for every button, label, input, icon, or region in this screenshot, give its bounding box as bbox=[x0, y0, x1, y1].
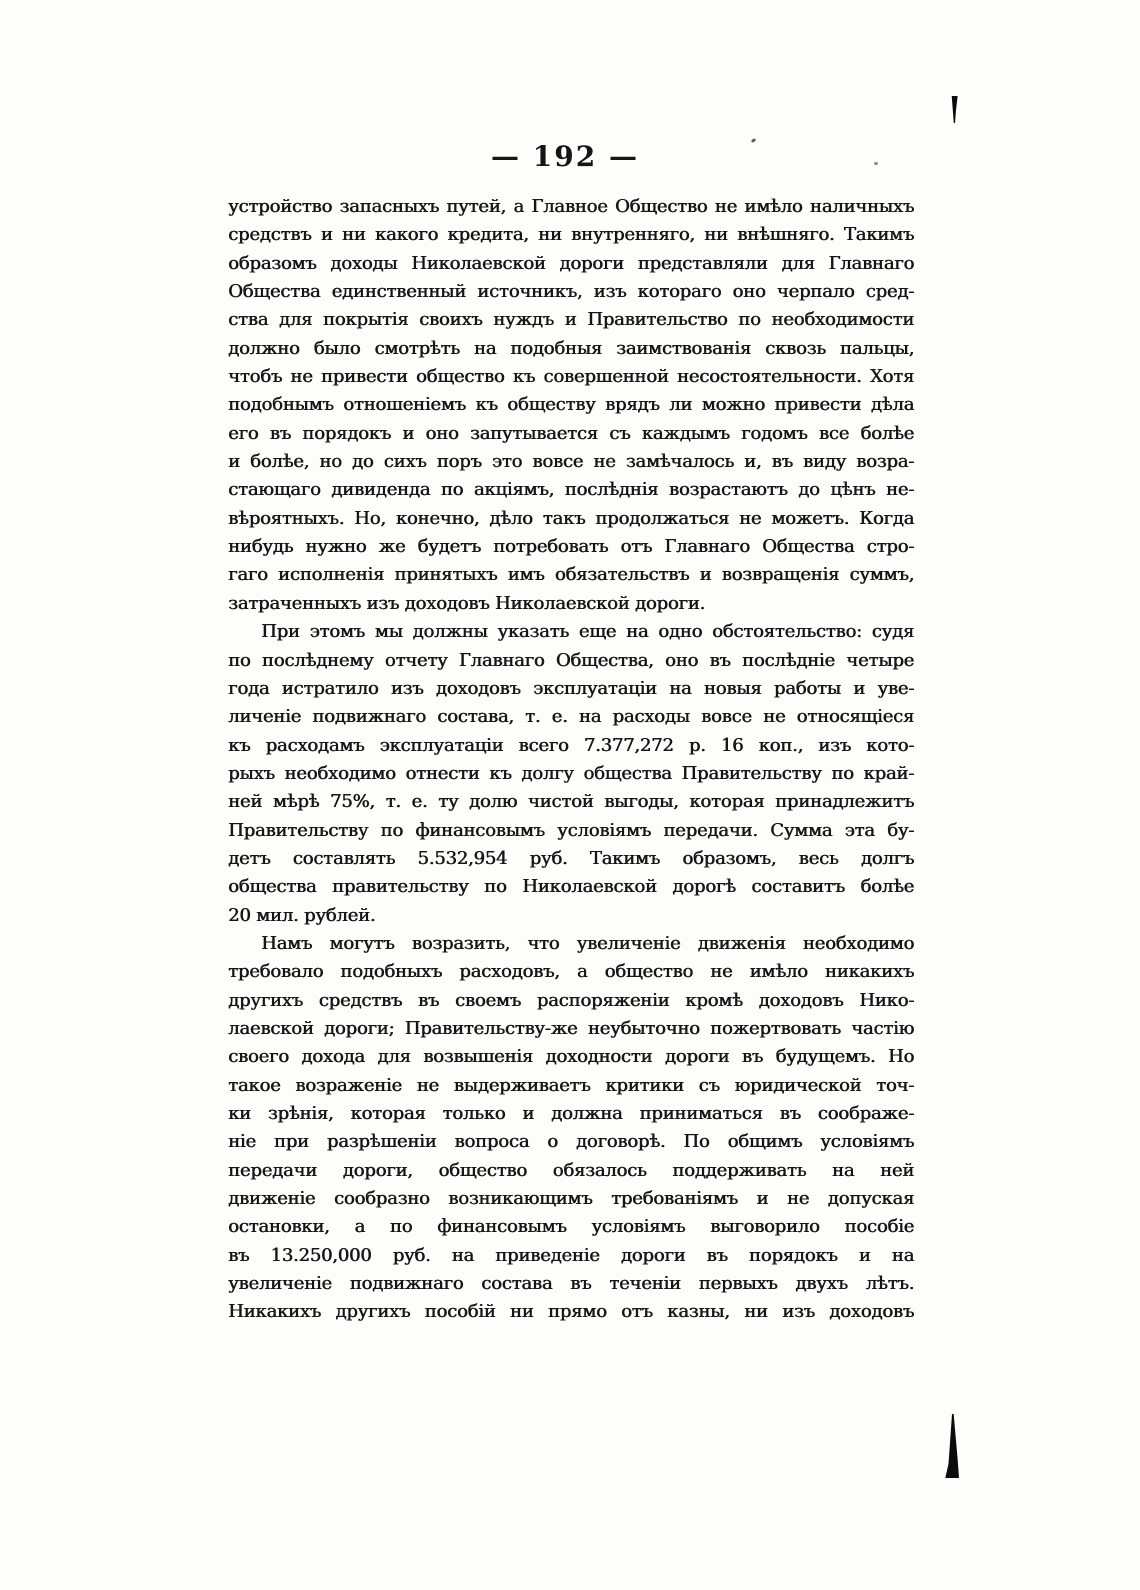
text-line: по послѣднему отчету Главнаго Общества, оно въ послѣдніе четыре bbox=[228, 649, 914, 671]
text-line: подобнымъ отношеніемъ къ обществу врядъ ли можно привести дѣла bbox=[228, 394, 914, 416]
text-line: средствъ и ни какого кредита, ни внутренняго, ни внѣшняго. Такимъ bbox=[228, 224, 914, 246]
text-line: 20 мил. рублей. bbox=[228, 904, 376, 926]
text-line: Общества единственный источникъ, изъ котораго оно черпало сред- bbox=[228, 281, 914, 303]
text-line: Правительству по финансовымъ условіямъ передачи. Сумма эта бу- bbox=[228, 819, 914, 841]
text-line: рыхъ необходимо отнести къ долгу общества Правительству по край- bbox=[228, 762, 914, 784]
text-line: общества правительству по Николаевской дорогѣ составитъ болѣе bbox=[228, 876, 914, 898]
text-line: передачи дороги, общество обязалось поддерживать на ней bbox=[228, 1159, 914, 1181]
text-line: гаго исполненія принятыхъ имъ обязательствъ и возвращенія суммъ, bbox=[228, 564, 914, 586]
text-line: увеличеніе подвижнаго состава въ теченіи первыхъ двухъ лѣтъ. bbox=[228, 1273, 914, 1295]
text-line: и болѣе, но до сихъ поръ это вовсе не замѣчалось и, въ виду возра- bbox=[228, 451, 914, 473]
text-line: чтобъ не привести общество къ совершенной несостоятельности. Хотя bbox=[228, 366, 914, 388]
text-line: ней мѣрѣ 75%, т. е. ту долю чистой выгоды, которая принадлежитъ bbox=[228, 791, 914, 813]
text-line: стающаго дивиденда по акціямъ, послѣднія возрастаютъ до цѣнъ не- bbox=[228, 479, 914, 501]
text-line: детъ составлять 5.532,954 руб. Такимъ образомъ, весь долгъ bbox=[228, 847, 914, 869]
text-line: личеніе подвижнаго состава, т. е. на расходы вовсе не относящіеся bbox=[228, 706, 914, 728]
text-line: ки зрѣнія, которая только и должна приниматься въ соображе- bbox=[228, 1103, 914, 1124]
text-line: нибудь нужно же будетъ потребовать отъ Главнаго Общества стро- bbox=[228, 536, 914, 558]
ink-stroke-top-right bbox=[951, 96, 958, 123]
text-line: въ 13.250,000 руб. на приведеніе дороги въ порядокъ и на bbox=[228, 1244, 914, 1266]
text-line: При этомъ мы должны указать еще на одно обстоятельство: судя bbox=[261, 621, 914, 643]
text-line: образомъ доходы Николаевской дороги представляли для Главнаго bbox=[228, 252, 914, 274]
text-line: движеніе сообразно возникающимъ требованіямъ и не допуская bbox=[228, 1188, 914, 1210]
text-line: остановки, а по финансовымъ условіямъ выговорило пособіе bbox=[228, 1216, 914, 1238]
text-line: требовало подобныхъ расходовъ, а общество не имѣло никакихъ bbox=[228, 961, 914, 983]
text-line: Намъ могутъ возразить, что увеличеніе движенія необходимо bbox=[261, 932, 914, 954]
text-line: года истратило изъ доходовъ эксплуатаціи на новыя работы и уве- bbox=[228, 677, 914, 699]
ink-speck bbox=[874, 162, 878, 165]
text-line: вѣроятныхъ. Но, конечно, дѣло такъ продолжаться не можетъ. Когда bbox=[228, 507, 914, 529]
text-line: къ расходамъ эксплуатаціи всего 7.377,272 р. 16 коп., изъ кото- bbox=[228, 734, 914, 756]
paragraph bbox=[228, 930, 914, 1327]
ink-stroke-bottom-right bbox=[945, 1414, 959, 1478]
text-line: затраченныхъ изъ доходовъ Николаевской дороги. bbox=[228, 592, 705, 614]
paragraph bbox=[228, 618, 914, 930]
text-line: Никакихъ другихъ пособій ни прямо отъ казны, ни изъ доходовъ bbox=[228, 1301, 914, 1323]
paragraph bbox=[228, 193, 914, 618]
page-number: — 192 — bbox=[491, 140, 639, 173]
text-line: должно было смотрѣть на подобныя заимствованія сквозь пальцы, bbox=[228, 337, 914, 359]
text-line: его въ порядокъ и оно запутывается съ каждымъ годомъ все болѣе bbox=[228, 422, 914, 444]
text-line: другихъ средствъ въ своемъ распоряженіи кромѣ доходовъ Нико- bbox=[228, 989, 914, 1011]
text-line: лаевской дороги; Правительству-же неубыточно пожертвовать частію bbox=[228, 1017, 914, 1039]
text-line: такое возраженіе не выдерживаетъ критики съ юридической точ- bbox=[228, 1074, 914, 1096]
text-block bbox=[228, 193, 914, 1327]
text-line: ніе при разрѣшеніи вопроса о договорѣ. По общимъ условіямъ bbox=[228, 1131, 914, 1153]
text-line: ства для покрытія своихъ нуждъ и Правительство по необходимости bbox=[228, 309, 914, 331]
text-line: устройство запасныхъ путей, а Главное Общество не имѣло наличныхъ bbox=[228, 196, 914, 217]
text-line: своего дохода для возвышенія доходности дороги въ будущемъ. Но bbox=[228, 1046, 914, 1068]
